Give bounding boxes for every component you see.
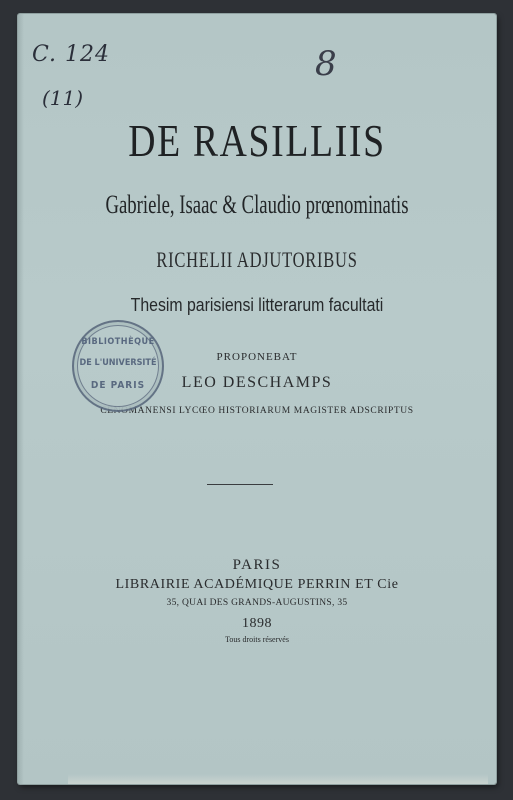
proponebat-label: PROPONEBAT bbox=[216, 351, 298, 363]
imprint-year: 1898 bbox=[242, 616, 272, 631]
divider-rule bbox=[207, 484, 273, 485]
stamp-line-3: DE PARIS bbox=[90, 380, 146, 391]
subtitle-secondary: RICHELII ADJUTORIBUS bbox=[156, 247, 358, 272]
handwritten-shelfmark: C. 124 bbox=[32, 42, 111, 67]
author-title: CENOMANENSI LYCŒO HISTORIARUM MAGISTER ADSCRIPTUS bbox=[100, 406, 414, 416]
author-name: LEO DESCHAMPS bbox=[181, 374, 333, 391]
title: DE RASILLIIS bbox=[128, 115, 386, 166]
imprint-city: PARIS bbox=[232, 557, 282, 573]
imprint-address: 35, QUAI DES GRANDS-AUGUSTINS, 35 bbox=[166, 598, 348, 608]
stamp-line-2: DE L'UNIVERSITÉ bbox=[79, 358, 157, 368]
thesis-line: Thesim parisiensi litterarum facultati bbox=[130, 295, 384, 315]
handwritten-volume: (11) bbox=[42, 86, 84, 110]
book-cover bbox=[18, 14, 496, 784]
imprint-publisher: LIBRAIRIE ACADÉMIQUE PERRIN ET Cie bbox=[115, 577, 399, 592]
imprint-rights: Tous droits réservés bbox=[225, 635, 289, 644]
worn-edge bbox=[68, 774, 488, 784]
subtitle: Gabriele, Isaac & Claudio prœnominatis bbox=[105, 190, 409, 219]
stamp-line-1: BIBLIOTHÈQUE bbox=[81, 337, 155, 347]
library-stamp bbox=[72, 320, 164, 412]
handwritten-number: 8 bbox=[315, 44, 337, 84]
